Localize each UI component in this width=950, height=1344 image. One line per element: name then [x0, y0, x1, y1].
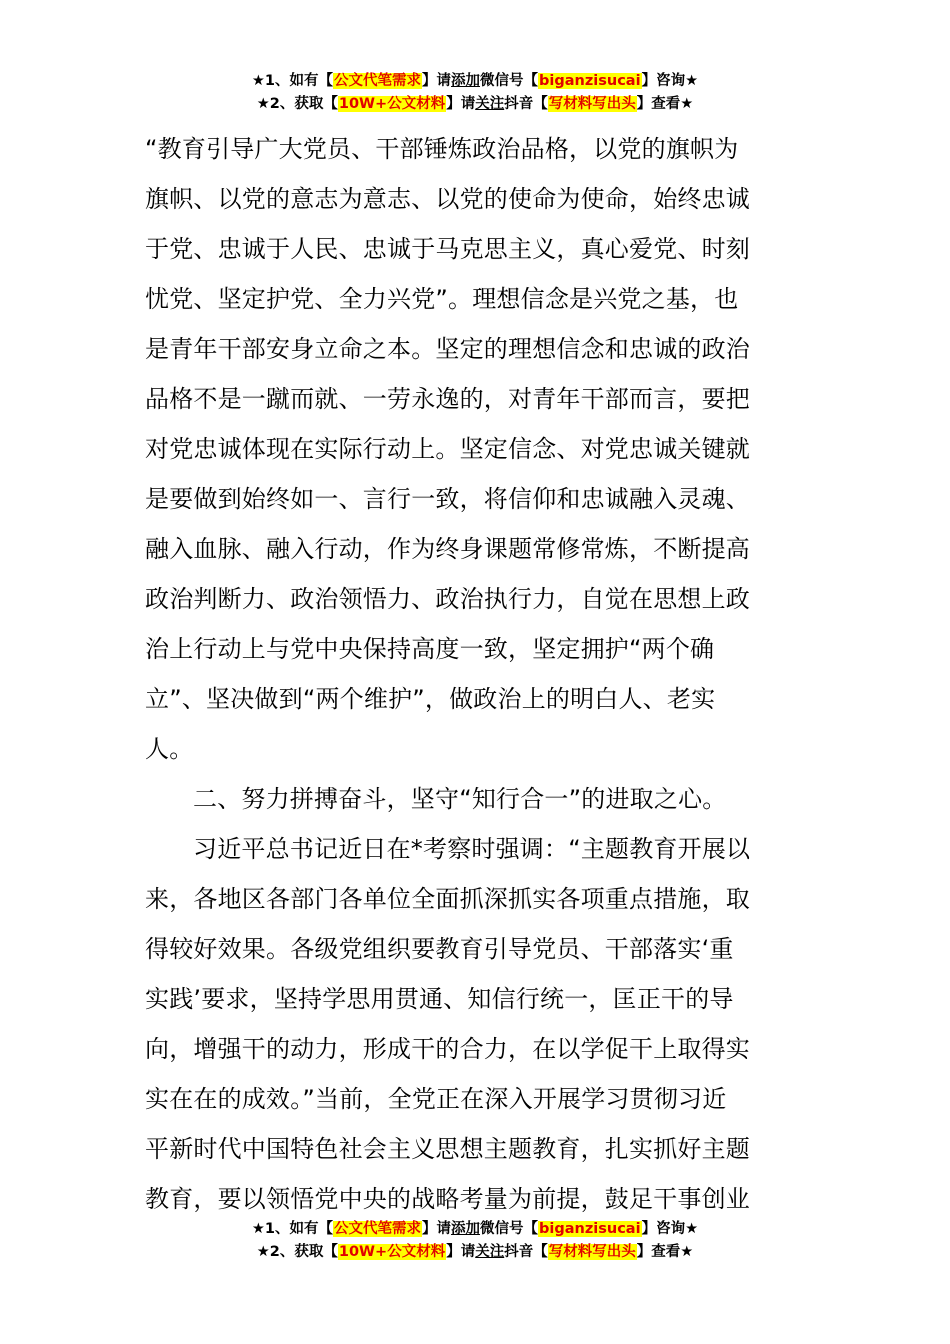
- highlight-text: 写材料写出头: [548, 96, 636, 112]
- text-line: 忧党、坚定护党、全力兴党”。理想信念是兴党之基，也: [145, 285, 739, 313]
- banner-text: ★1、如有【: [251, 73, 334, 89]
- banner-text: 】请: [446, 96, 476, 112]
- section-heading: [145, 774, 810, 824]
- highlight-text: 10W+公文材料: [338, 96, 446, 112]
- banner-line-1: [0, 70, 950, 93]
- text-line: 实在在的成效。”当前，全党正在深入开展学习贯彻习近: [145, 1085, 727, 1113]
- highlight-text: 公文代笔需求: [334, 73, 422, 89]
- text-line: 来，各地区各部门各单位全面抓深抓实各项重点措施，取: [145, 885, 750, 913]
- banner-text: 】咨询★: [641, 73, 699, 89]
- text-line: 融入血脉、融入行动，作为终身课题常修常炼，不断提高: [145, 535, 750, 563]
- document-body: [145, 124, 810, 1224]
- highlight-text: biganzisucai: [539, 73, 641, 89]
- text-line: 于党、忠诚于人民、忠诚于马克思主义，真心爱党、时刻: [145, 235, 750, 263]
- banner-line-2: [0, 93, 950, 116]
- text-line: 平新时代中国特色社会主义思想主题教育，扎实抓好主题: [145, 1135, 750, 1163]
- banner-text: 】请: [422, 73, 452, 89]
- text-line: 教育，要以领悟党中央的战略考量为前提，鼓足干事创业: [145, 1185, 750, 1213]
- paragraph-1: [145, 124, 810, 774]
- text-line: 对党忠诚体现在实际行动上。坚定信念、对党忠诚关键就: [145, 435, 750, 463]
- heading-text: 二、努力拼搏奋斗，坚守“知行合一”的进取之心。: [193, 785, 727, 813]
- banner-text: ★2、获取【: [256, 96, 338, 112]
- banner-text: 】请: [422, 1221, 452, 1237]
- banner-text: 】咨询★: [641, 1221, 699, 1237]
- text-line: 是要做到始终如一、言行一致，将信仰和忠诚融入灵魂、: [145, 485, 750, 513]
- banner-text: 微信号【: [480, 73, 539, 89]
- text-line: 旗帜、以党的意志为意志、以党的使命为使命，始终忠诚: [145, 185, 750, 213]
- text-line: 品格不是一蹴而就、一劳永逸的，对青年干部而言，要把: [145, 385, 750, 413]
- banner-line-1: [0, 1218, 950, 1241]
- text-line: 治上行动上与党中央保持高度一致，坚定拥护“两个确: [145, 635, 715, 663]
- banner-text: 微信号【: [480, 1221, 539, 1237]
- banner-text: 抖音【: [504, 96, 548, 112]
- highlight-text: 10W+公文材料: [338, 1244, 446, 1260]
- text-line: 习近平总书记近日在*考察时强调：“主题教育开展以: [193, 835, 751, 863]
- underlined-text: 关注: [475, 1244, 505, 1260]
- highlight-text: biganzisucai: [539, 1221, 641, 1237]
- text-line: “教育引导广大党员、干部锤炼政治品格，以党的旗帜为: [145, 135, 739, 163]
- text-line: 得较好效果。各级党组织要教育引导党员、干部落实‘重: [145, 935, 734, 963]
- highlight-text: 公文代笔需求: [334, 1221, 422, 1237]
- underlined-text: 添加: [451, 73, 481, 89]
- footer-banner: [0, 1218, 950, 1264]
- text-line: 实践’要求，坚持学思用贯通、知信行统一，匡正干的导: [145, 985, 734, 1013]
- text-line: 政治判断力、政治领悟力、政治执行力，自觉在思想上政: [145, 585, 750, 613]
- paragraph-2: [145, 824, 810, 1224]
- banner-text: 抖音【: [504, 1244, 548, 1260]
- underlined-text: 关注: [475, 96, 505, 112]
- banner-text: 】查看★: [636, 1244, 694, 1260]
- highlight-text: 写材料写出头: [548, 1244, 636, 1260]
- banner-text: 】请: [446, 1244, 476, 1260]
- banner-line-2: [0, 1241, 950, 1264]
- banner-text: ★1、如有【: [251, 1221, 334, 1237]
- text-line: 向，增强干的动力，形成干的合力，在以学促干上取得实: [145, 1035, 750, 1063]
- banner-text: 】查看★: [636, 96, 694, 112]
- banner-text: ★2、获取【: [256, 1244, 338, 1260]
- underlined-text: 添加: [451, 1221, 481, 1237]
- header-banner: [0, 70, 950, 116]
- text-line: 是青年干部安身立命之本。坚定的理想信念和忠诚的政治: [145, 335, 750, 363]
- text-line: 立”、坚决做到“两个维护”，做政治上的明白人、老实: [145, 685, 716, 713]
- text-line: 人。: [145, 735, 194, 763]
